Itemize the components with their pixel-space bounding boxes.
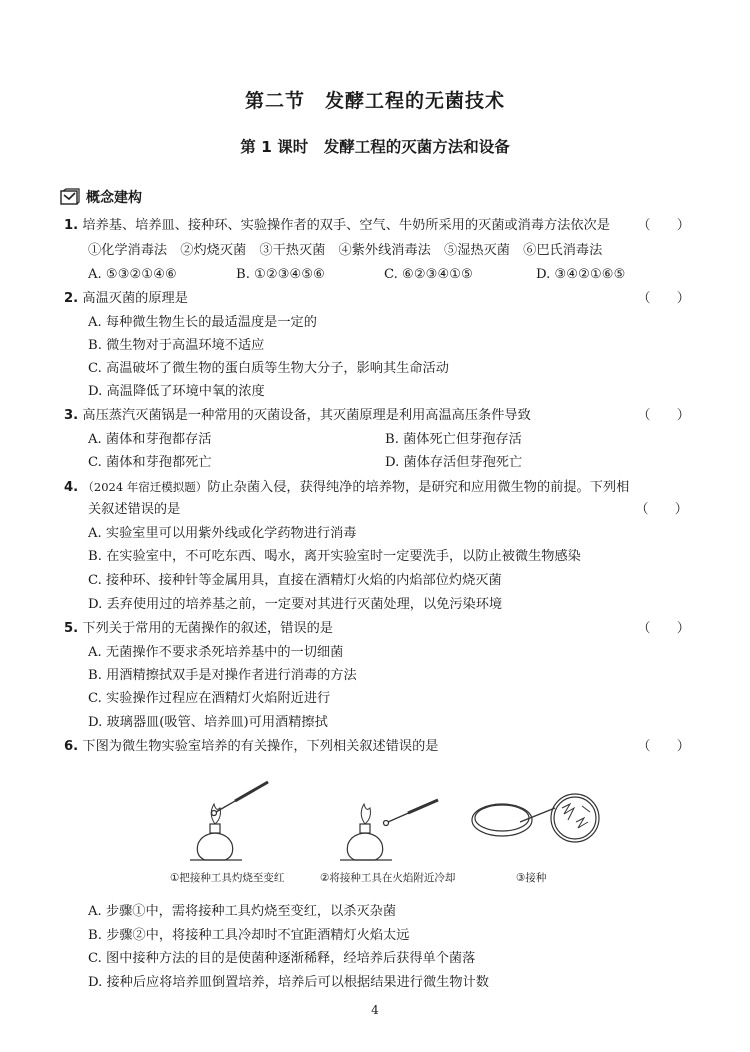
question-5-stem [64, 618, 690, 640]
question-3-stem [64, 405, 690, 427]
figure-caption-3: ③接种 [516, 872, 547, 884]
page-number: 4 [371, 1003, 379, 1017]
question-4-stem [64, 476, 690, 498]
option-d: D. 丢弃使用过的培养基之前，一定要对其进行灭菌处理，以免污染环境 [88, 597, 503, 612]
question-number: 3. [64, 408, 79, 423]
answer-bracket: （ ） [637, 739, 690, 754]
answer-bracket: （ ） [637, 218, 690, 233]
option-b: B. 步骤②中，将接种工具冷却时不宜距酒精灯火焰太远 [88, 928, 410, 943]
option-a: A. 每种微生物生长的最适温度是一定的 [88, 315, 317, 330]
alcohol-lamp-2 [340, 804, 392, 860]
question-number: 6. [64, 739, 79, 754]
option-d: D. 玻璃器皿(吸管、培养皿)可用酒精擦拭 [88, 715, 328, 730]
option-b: B. 微生物对于高温环境不适应 [88, 338, 265, 353]
answer-bracket: （ ） [637, 621, 690, 636]
figure-caption-1: ①把接种工具灼烧至变红 [170, 872, 285, 884]
question-number: 5. [64, 621, 79, 636]
page-title: 第二节 发酵工程的无菌技术 [244, 90, 505, 112]
question-source: （2024 年宿迁模拟题） [82, 480, 208, 494]
option-c: C. 接种环、接种针等金属用具，直接在酒精灯火焰的内焰部位灼烧灭菌 [88, 573, 502, 588]
question-text: 下列关于常用的无菌操作的叙述，错误的是 [82, 621, 333, 636]
answer-bracket: （ ） [637, 408, 690, 423]
question-text: 关叙述错误的是 [88, 502, 181, 517]
petri-dish-streaked [551, 794, 599, 842]
option-a: A. 步骤①中，需将接种工具灼烧至变红，以杀灭杂菌 [88, 904, 397, 919]
option-a: A. 实验室里可以用紫外线或化学药物进行消毒 [88, 526, 357, 541]
question-4-stem-cont [88, 499, 688, 521]
section-label: 概念建构 [86, 190, 142, 206]
option-c: C. 高温破坏了微生物的蛋白质等生物大分子，影响其生命活动 [88, 361, 449, 376]
section-header [60, 187, 142, 207]
question-6-stem [64, 736, 690, 758]
lesson-subtitle: 第 1 课时 发酵工程的灭菌方法和设备 [240, 138, 510, 156]
figure-drawing [150, 778, 620, 868]
question-number: 4. [64, 480, 79, 495]
question-text: 下图为微生物实验室培养的有关操作，下列相关叙述错误的是 [82, 739, 439, 754]
option-a: A. 菌体和芽孢都存活 [88, 432, 212, 447]
option-b: B. ①②③④⑤⑥ [236, 267, 326, 282]
question-text: 培养基、培养皿、接种环、实验操作者的双手、空气、牛奶所采用的灭菌或消毒方法依次是 [82, 218, 610, 233]
option-c: C. 图中接种方法的目的是使菌种逐渐稀释，经培养后获得单个菌落 [88, 951, 476, 966]
petri-dish-lid [472, 804, 555, 836]
inoculation-loop-2 [384, 800, 439, 826]
question-text: 防止杂菌入侵，获得纯净的培养物，是研究和应用微生物的前提。下列相 [207, 480, 630, 495]
answer-bracket: （ ） [637, 291, 690, 306]
experiment-figure [150, 778, 620, 888]
option-b: B. 用酒精擦拭双手是对操作者进行消毒的方法 [88, 668, 357, 683]
question-1-stem [64, 215, 690, 237]
option-b: B. 菌体死亡但芽孢存活 [385, 432, 522, 447]
option-d: D. ③④②①⑥⑤ [536, 267, 626, 282]
answer-bracket: （ ） [635, 502, 688, 517]
option-a: A. ⑤③②①④⑥ [88, 267, 177, 282]
question-3-options-row-1 [88, 429, 688, 451]
question-text: 高温灭菌的原理是 [82, 291, 188, 306]
figure-caption-2: ②将接种工具在火焰附近冷却 [320, 872, 456, 884]
question-number: 2. [64, 291, 79, 306]
option-d: D. 接种后应将培养皿倒置培养，培养后可以根据结果进行微生物计数 [88, 975, 489, 990]
question-2-stem [64, 288, 690, 310]
option-c: C. 菌体和芽孢都死亡 [88, 455, 212, 470]
option-a: A. 无菌操作不要求杀死培养基中的一切细菌 [88, 645, 344, 660]
question-1-methods: ①化学消毒法 ②灼烧灭菌 ③干热灭菌 ④紫外线消毒法 ⑤湿热灭菌 ⑥巴氏消毒法 [88, 243, 603, 258]
question-number: 1. [64, 218, 79, 233]
option-d: D. 菌体存活但芽孢死亡 [385, 455, 523, 470]
question-3-options-row-2 [88, 452, 688, 474]
question-1-options [88, 264, 688, 286]
option-c: C. 实验操作过程应在酒精灯火焰附近进行 [88, 691, 331, 706]
option-b: B. 在实验室中，不可吃东西、喝水，离开实验室时一定要洗手，以防止被微生物感染 [88, 549, 581, 564]
option-c: C. ⑥②③④①⑤ [384, 267, 473, 282]
question-text: 高压蒸汽灭菌锅是一种常用的灭菌设备，其灭菌原理是利用高温高压条件导致 [82, 408, 531, 423]
notebook-icon [60, 188, 82, 206]
option-d: D. 高温降低了环境中氧的浓度 [88, 384, 265, 399]
